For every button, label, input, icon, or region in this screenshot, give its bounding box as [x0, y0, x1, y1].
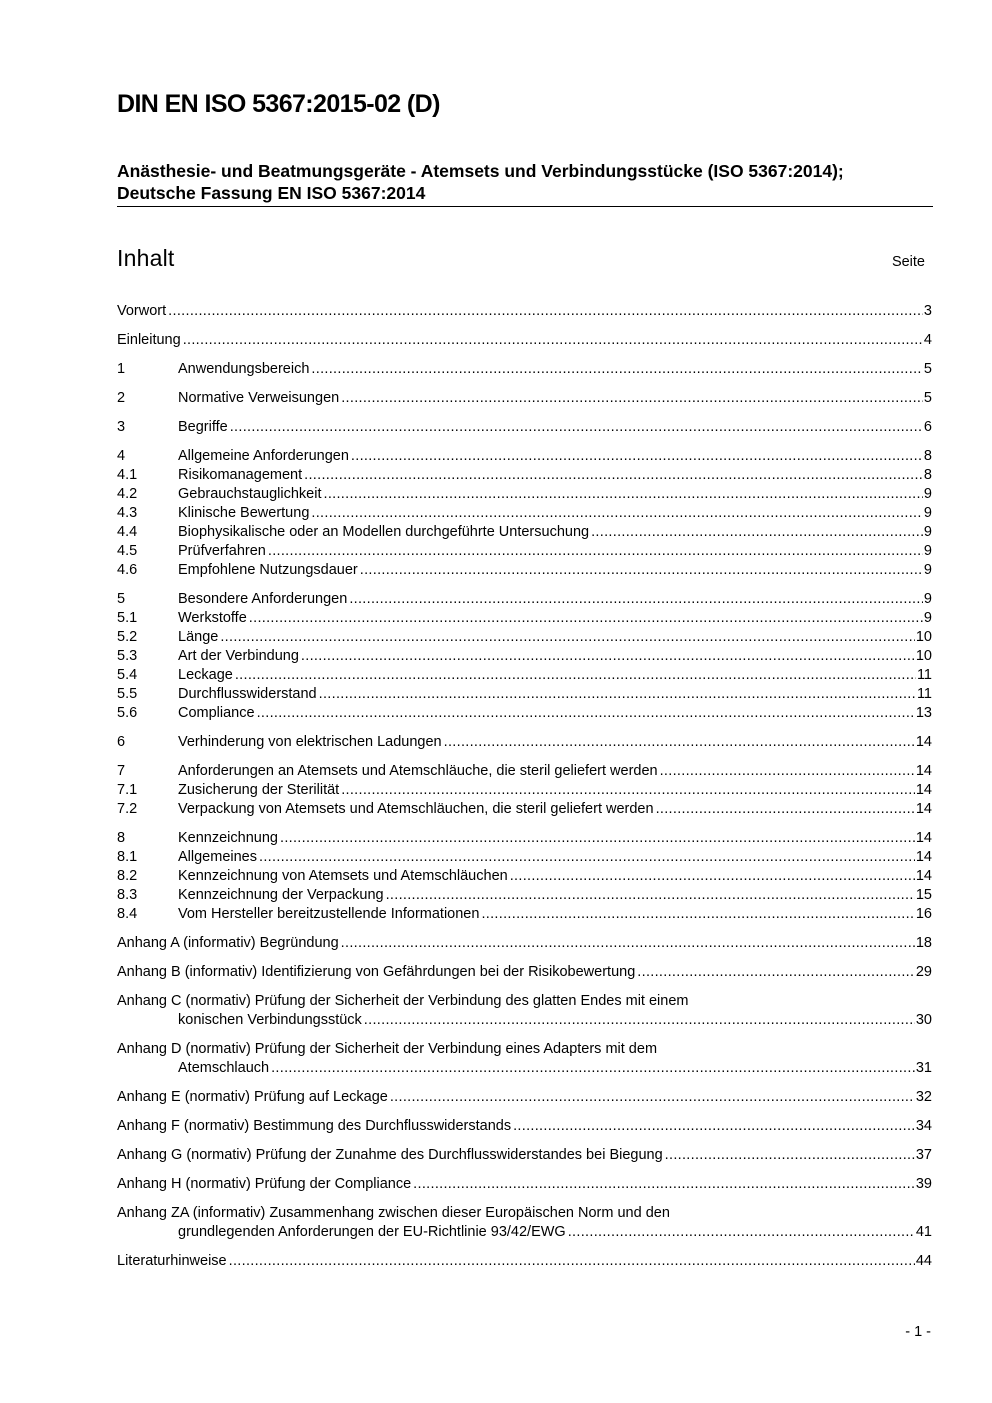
toc-dot-leader: [364, 1011, 915, 1030]
toc-entry-page: 4: [923, 332, 932, 348]
toc-entry-page: 8: [923, 467, 932, 483]
toc-entry-number: 7.2: [117, 801, 138, 817]
toc-dot-leader: [510, 867, 915, 886]
toc-entry[interactable]: [117, 360, 932, 379]
toc-dot-leader: [323, 485, 922, 504]
toc-entry-label: Begriffe: [178, 419, 228, 435]
toc-entry-page: 14: [915, 868, 932, 884]
toc-dot-leader: [249, 609, 923, 628]
toc-dot-leader: [390, 1088, 915, 1107]
toc-entry-page: 31: [915, 1060, 932, 1076]
toc-dot-leader: [444, 733, 915, 752]
toc-entry-number: 4.4: [117, 524, 138, 540]
toc-annex[interactable]: [117, 1175, 932, 1194]
toc-entry-label: Durchflusswiderstand: [178, 686, 317, 702]
toc-dot-leader: [257, 704, 915, 723]
toc-group: [117, 447, 932, 580]
toc-entry-page: 8: [923, 448, 932, 464]
toc-annex[interactable]: [117, 1040, 932, 1078]
toc-entry-page: 9: [923, 505, 932, 521]
toc-entry-page: 9: [923, 486, 932, 502]
toc-entry-label: Vom Hersteller bereitzustellende Informationen: [178, 906, 480, 922]
toc-entry-label: Literaturhinweise: [117, 1253, 227, 1269]
toc-entry-label: Werkstoffe: [178, 610, 247, 626]
toc-dot-leader: [304, 466, 923, 485]
toc-dot-leader: [351, 447, 923, 466]
toc-entry[interactable]: [117, 781, 932, 800]
toc-entry-label: Biophysikalische oder an Modellen durchgeführte Untersuchung: [178, 524, 590, 540]
toc-entry-page: 41: [915, 1224, 932, 1240]
toc-group: [117, 389, 932, 408]
toc-entry-label: Leckage: [178, 667, 233, 683]
toc-entry[interactable]: [117, 389, 932, 408]
toc-entry-number: 8.4: [117, 906, 138, 922]
toc-dot-leader: [229, 1252, 915, 1271]
toc-entry-label: Besondere Anforderungen: [178, 591, 348, 607]
toc-entry-label: Kennzeichnung der Verpackung: [178, 887, 384, 903]
toc-entry-page: 18: [915, 935, 932, 951]
page-number: - 1 -: [905, 1324, 931, 1340]
toc-entry-label: Empfohlene Nutzungsdauer: [178, 562, 358, 578]
toc-dot-leader: [341, 781, 915, 800]
toc-annex[interactable]: [117, 934, 932, 953]
toc-entry-label: Allgemeine Anforderungen: [178, 448, 349, 464]
toc-annex-entry[interactable]: [117, 1146, 932, 1165]
toc-dot-leader: [235, 666, 916, 685]
toc-entry-number: 4.3: [117, 505, 138, 521]
toc-entry-label: Anhang B (informativ) Identifizierung von Gefährdungen bei der Risikobewertung: [117, 964, 636, 980]
toc-entry-number: 5.1: [117, 610, 138, 626]
toc-dot-leader: [268, 542, 923, 561]
toc-annex[interactable]: [117, 1204, 932, 1242]
toc-entry-number: 8.2: [117, 868, 138, 884]
page-column-label: Seite: [891, 254, 925, 270]
toc-entry-page: 14: [915, 849, 932, 865]
toc-entry-page: 29: [915, 964, 932, 980]
toc-entry-label: Risikomanagement: [178, 467, 303, 483]
toc-dot-leader: [413, 1175, 915, 1194]
toc-entry[interactable]: [117, 504, 932, 523]
toc-dot-leader: [280, 829, 915, 848]
toc-entry[interactable]: [117, 523, 932, 542]
toc-entry-page: 11: [916, 686, 932, 702]
toc-entry-page: 37: [915, 1147, 932, 1163]
toc-entry-label: Prüfverfahren: [178, 543, 266, 559]
toc-entry[interactable]: [117, 418, 932, 437]
toc-dot-leader: [311, 504, 923, 523]
toc-dot-leader: [481, 905, 914, 924]
toc-entry-page: 5: [923, 390, 932, 406]
toc-dot-leader: [341, 934, 915, 953]
toc-entry-number: 5.4: [117, 667, 138, 683]
toc-entry[interactable]: [117, 561, 932, 580]
toc-dot-leader: [319, 685, 916, 704]
toc-heading: Inhalt: [117, 245, 175, 271]
toc-entry[interactable]: [117, 886, 932, 905]
toc-dot-leader: [271, 1059, 915, 1078]
toc-entry[interactable]: [117, 704, 932, 723]
toc-entry-label: grundlegenden Anforderungen der EU-Richtlinie 93/42/EWG: [178, 1224, 566, 1240]
toc-entry-label: konischen Verbindungsstück: [178, 1012, 362, 1028]
toc-entry-number: 8: [117, 830, 126, 846]
toc-entry-label: Gebrauchstauglichkeit: [178, 486, 322, 502]
toc-group: [117, 762, 932, 819]
toc-dot-leader: [301, 647, 915, 666]
toc-entry-page: 11: [916, 667, 932, 683]
toc-entry-number: 5.6: [117, 705, 138, 721]
toc-entry-page: 14: [915, 801, 932, 817]
toc-entry[interactable]: [117, 685, 932, 704]
toc-entry-number: 5.2: [117, 629, 138, 645]
toc-annex[interactable]: [117, 1252, 932, 1271]
toc-annex-title-line: Anhang ZA (informativ) Zusammenhang zwischen dieser Europäischen Norm und den: [117, 1205, 670, 1221]
toc-dot-leader: [341, 389, 923, 408]
toc-entry-page: 9: [923, 610, 932, 626]
toc-annex-entry[interactable]: [117, 934, 932, 953]
toc-entry-page: 13: [915, 705, 932, 721]
toc-entry-label: Zusicherung der Sterilität: [178, 782, 340, 798]
toc-dot-leader: [360, 561, 923, 580]
toc-group: [117, 418, 932, 437]
toc-entry-number: 4: [117, 448, 126, 464]
toc-entry-page: 39: [915, 1176, 932, 1192]
toc-annex[interactable]: [117, 992, 932, 1030]
toc-entry-label: Länge: [178, 629, 219, 645]
toc-group: [117, 590, 932, 723]
toc-entry[interactable]: [117, 628, 932, 647]
toc-annex-entry[interactable]: [117, 1088, 932, 1107]
toc-entry-label: Art der Verbindung: [178, 648, 299, 664]
toc-entry-label: Verpackung von Atemsets und Atemschläuchen, die steril geliefert werden: [178, 801, 654, 817]
toc-dot-leader: [220, 628, 915, 647]
toc-entry-label: Kennzeichnung von Atemsets und Atemschläuchen: [178, 868, 508, 884]
document-title: DIN EN ISO 5367:2015-02 (D): [117, 90, 440, 118]
toc-entry[interactable]: [117, 590, 932, 609]
toc-entry[interactable]: [117, 331, 932, 350]
toc-entry-label: Anhang A (informativ) Begründung: [117, 935, 339, 951]
toc-entry[interactable]: [117, 466, 932, 485]
toc-entry-number: 5.5: [117, 686, 138, 702]
toc-entry-number: 5: [117, 591, 126, 607]
toc-dot-leader: [183, 331, 923, 350]
toc-entry-page: 15: [915, 887, 932, 903]
toc-dot-leader: [230, 418, 923, 437]
toc-entry-label: Allgemeines: [178, 849, 257, 865]
toc-annex-entry[interactable]: [117, 1117, 932, 1136]
toc-entry-page: 14: [915, 763, 932, 779]
toc-entry-label: Anwendungsbereich: [178, 361, 310, 377]
toc-entry-number: 7.1: [117, 782, 138, 798]
toc-entry-number: 1: [117, 361, 126, 377]
toc-entry-page: 9: [923, 524, 932, 540]
toc-entry-label: Anhang E (normativ) Prüfung auf Leckage: [117, 1089, 388, 1105]
toc-entry[interactable]: [117, 647, 932, 666]
toc-entry-number: 7: [117, 763, 126, 779]
toc-entry-number: 4.6: [117, 562, 138, 578]
toc-entry[interactable]: [117, 848, 932, 867]
toc-entry-label: Atemschlauch: [178, 1060, 270, 1076]
toc-annex-entry[interactable]: [117, 1175, 932, 1194]
toc-entry-number: 8.3: [117, 887, 138, 903]
toc-entry-page: 3: [923, 303, 932, 319]
toc-annex[interactable]: [117, 1117, 932, 1136]
toc-entry[interactable]: [117, 905, 932, 924]
toc-annex-entry[interactable]: [117, 1223, 932, 1242]
toc-group: [117, 360, 932, 379]
toc-annex-entry[interactable]: [117, 963, 932, 982]
title-divider: [117, 206, 933, 207]
toc-entry-number: 4.1: [117, 467, 138, 483]
toc-group: [117, 302, 932, 321]
toc-dot-leader: [513, 1117, 915, 1136]
toc-dot-leader: [168, 302, 923, 321]
toc-entry-number: 4.2: [117, 486, 138, 502]
toc-entry-page: 44: [915, 1253, 932, 1269]
toc-entry-page: 32: [915, 1089, 932, 1105]
toc-group: [117, 829, 932, 924]
toc-annex-entry[interactable]: [117, 1252, 932, 1271]
toc-entry-number: 8.1: [117, 849, 138, 865]
toc-entry-label: Anhang G (normativ) Prüfung der Zunahme des Durchflusswiderstandes bei Biegung: [117, 1147, 663, 1163]
toc-entry-page: 10: [915, 648, 932, 664]
toc-entry-label: Anforderungen an Atemsets und Atemschläuche, die steril geliefert werden: [178, 763, 658, 779]
toc-entry-label: Compliance: [178, 705, 255, 721]
toc-entry-label: Anhang F (normativ) Bestimmung des Durchflusswiderstands: [117, 1118, 512, 1134]
toc-entry-label: Klinische Bewertung: [178, 505, 310, 521]
toc-annex[interactable]: [117, 963, 932, 982]
toc-annex[interactable]: [117, 1146, 932, 1165]
toc-entry-page: 14: [915, 782, 932, 798]
toc-group: [117, 733, 932, 752]
toc-entry[interactable]: [117, 666, 932, 685]
toc-dot-leader: [591, 523, 923, 542]
toc-group: [117, 331, 932, 350]
toc-entry-number: 2: [117, 390, 126, 406]
toc-dot-leader: [656, 800, 915, 819]
toc-entry[interactable]: [117, 609, 932, 628]
toc-dot-leader: [660, 762, 915, 781]
toc-entry-page: 16: [915, 906, 932, 922]
toc-dot-leader: [349, 590, 923, 609]
toc-entry[interactable]: [117, 447, 932, 466]
toc-dot-leader: [637, 963, 915, 982]
document-subtitle: Anästhesie- und Beatmungsgeräte - Atemsets und Verbindungsstücke (ISO 5367:2014); Deutsche Fassung EN ISO 5367:2014: [117, 161, 844, 203]
toc-annex[interactable]: [117, 1088, 932, 1107]
toc-entry[interactable]: [117, 733, 932, 752]
toc-entry-number: 6: [117, 734, 126, 750]
toc-dot-leader: [259, 848, 915, 867]
toc-dot-leader: [386, 886, 915, 905]
toc-entry-page: 9: [923, 562, 932, 578]
toc-entry[interactable]: [117, 485, 932, 504]
toc-entry-page: 9: [923, 543, 932, 559]
toc-entry-number: 4.5: [117, 543, 138, 559]
toc-dot-leader: [311, 360, 923, 379]
toc-entry[interactable]: [117, 542, 932, 561]
toc-entry-label: Einleitung: [117, 332, 181, 348]
toc-annex-title-line: Anhang C (normativ) Prüfung der Sicherheit der Verbindung des glatten Endes mit einem: [117, 993, 689, 1009]
toc-entry-page: 34: [915, 1118, 932, 1134]
toc-entry[interactable]: [117, 867, 932, 886]
table-of-contents: [117, 302, 932, 1281]
toc-entry-label: Vorwort: [117, 303, 167, 319]
toc-entry[interactable]: [117, 829, 932, 848]
toc-entry-number: 3: [117, 419, 126, 435]
toc-entry-label: Verhinderung von elektrischen Ladungen: [178, 734, 442, 750]
toc-entry-label: Normative Verweisungen: [178, 390, 340, 406]
toc-entry-number: 5.3: [117, 648, 138, 664]
toc-dot-leader: [568, 1223, 915, 1242]
toc-entry[interactable]: [117, 800, 932, 819]
toc-dot-leader: [665, 1146, 915, 1165]
toc-annex-entry[interactable]: [117, 1059, 932, 1078]
toc-entry-page: 30: [915, 1012, 932, 1028]
toc-entry[interactable]: [117, 302, 932, 321]
toc-annex-title-line: Anhang D (normativ) Prüfung der Sicherheit der Verbindung eines Adapters mit dem: [117, 1041, 658, 1057]
toc-entry-page: 9: [923, 591, 932, 607]
toc-entry-page: 14: [915, 830, 932, 846]
toc-entry-label: Kennzeichnung: [178, 830, 278, 846]
toc-entry-page: 10: [915, 629, 932, 645]
toc-annex-entry[interactable]: [117, 1011, 932, 1030]
toc-entry-page: 14: [915, 734, 932, 750]
toc-entry[interactable]: [117, 762, 932, 781]
toc-entry-page: 6: [923, 419, 932, 435]
toc-entry-page: 5: [923, 361, 932, 377]
toc-entry-label: Anhang H (normativ) Prüfung der Compliance: [117, 1176, 412, 1192]
